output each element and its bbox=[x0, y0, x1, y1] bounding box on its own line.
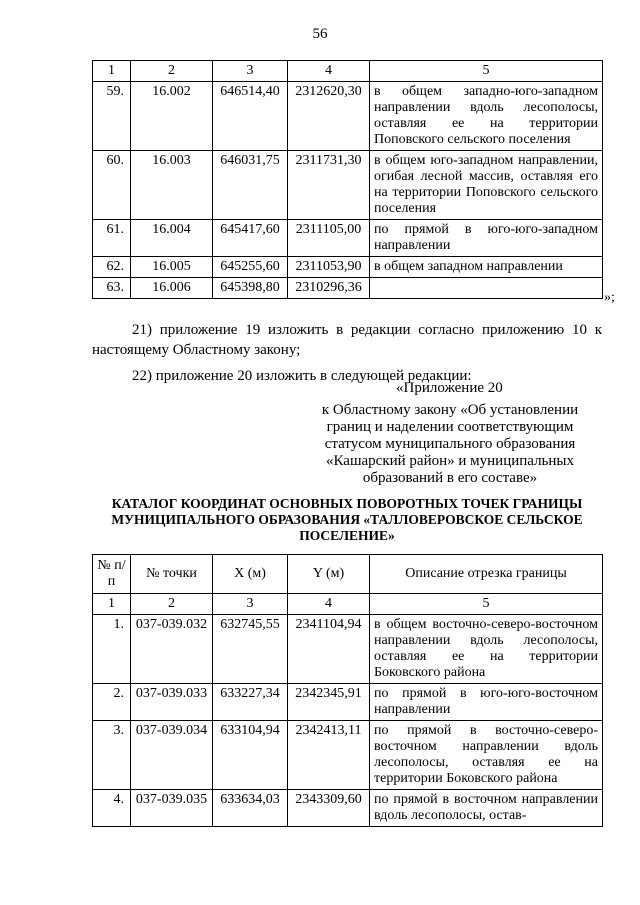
x-coordinate: 645417,60 bbox=[213, 220, 288, 257]
row-number: 62. bbox=[93, 257, 131, 278]
point-number: 16.002 bbox=[131, 82, 213, 151]
segment-description: в общем юго-западном направлении, огибая лесной массив, оставляя его на территории Поповского сельского поселения bbox=[370, 151, 603, 220]
column-header: Y (м) bbox=[288, 555, 370, 594]
y-coordinate: 2343309,60 bbox=[288, 790, 370, 827]
catalog-title: КАТАЛОГ КООРДИНАТ ОСНОВНЫХ ПОВОРОТНЫХ ТОЧЕК ГРАНИЦЫ МУНИЦИПАЛЬНОГО ОБРАЗОВАНИЯ «ТАЛЛОВЕРОВСКОЕ СЕЛЬСКОЕ ПОСЕЛЕНИЕ» bbox=[111, 496, 583, 543]
column-header: X (м) bbox=[213, 555, 288, 594]
y-coordinate: 2311731,30 bbox=[288, 151, 370, 220]
segment-description: в общем восточно-северо-восточном направлении вдоль лесополосы, оставляя ее на территории Боковского района bbox=[370, 615, 603, 684]
y-coordinate: 2341104,94 bbox=[288, 615, 370, 684]
column-number-row bbox=[93, 594, 603, 615]
x-coordinate: 633227,34 bbox=[213, 684, 288, 721]
column-number: 5 bbox=[370, 594, 603, 615]
point-number: 037-039.033 bbox=[131, 684, 213, 721]
column-header: № п/п bbox=[93, 555, 131, 594]
table-row bbox=[93, 220, 603, 257]
y-coordinate: 2342345,91 bbox=[288, 684, 370, 721]
row-number: 1. bbox=[93, 615, 131, 684]
column-header: № точки bbox=[131, 555, 213, 594]
appendix-description: к Областному закону «Об установлении границ и наделении соответствующим статусом муниципального образования «Кашарский район» и муниципальных образований в его составе» bbox=[321, 402, 579, 486]
table-row bbox=[93, 257, 603, 278]
table-row bbox=[93, 151, 603, 220]
row-number: 60. bbox=[93, 151, 131, 220]
coordinates-table bbox=[92, 554, 603, 827]
column-number: 3 bbox=[213, 61, 288, 82]
column-number: 3 bbox=[213, 594, 288, 615]
row-number: 2. bbox=[93, 684, 131, 721]
x-coordinate: 632745,55 bbox=[213, 615, 288, 684]
paragraph-22: 22) приложение 20 изложить в следующей редакции: bbox=[132, 368, 472, 384]
table-header-row bbox=[93, 555, 603, 594]
segment-description: в общем западно-юго-западном направлении вдоль лесополосы, оставляя ее на территории Поповского сельского поселения bbox=[370, 82, 603, 151]
column-number-row bbox=[93, 61, 603, 82]
row-number: 61. bbox=[93, 220, 131, 257]
table-row bbox=[93, 278, 603, 299]
point-number: 16.003 bbox=[131, 151, 213, 220]
table-row bbox=[93, 684, 603, 721]
column-number: 1 bbox=[93, 594, 131, 615]
column-number: 4 bbox=[288, 594, 370, 615]
table-row bbox=[93, 721, 603, 790]
y-coordinate: 2342413,11 bbox=[288, 721, 370, 790]
x-coordinate: 646031,75 bbox=[213, 151, 288, 220]
table-row bbox=[93, 615, 603, 684]
point-number: 16.005 bbox=[131, 257, 213, 278]
x-coordinate: 633104,94 bbox=[213, 721, 288, 790]
closing-quote-mark: »; bbox=[604, 290, 615, 305]
point-number: 16.006 bbox=[131, 278, 213, 299]
paragraph-21: 21) приложение 19 изложить в редакции согласно приложению 10 к настоящему Областному закону; bbox=[92, 322, 602, 358]
row-number: 63. bbox=[93, 278, 131, 299]
row-number: 4. bbox=[93, 790, 131, 827]
segment-description: по прямой в юго-юго-восточном направлении bbox=[370, 684, 603, 721]
appendix-title: «Приложение 20 bbox=[396, 380, 503, 396]
x-coordinate: 646514,40 bbox=[213, 82, 288, 151]
point-number: 037-039.032 bbox=[131, 615, 213, 684]
column-header: Описание отрезка границы bbox=[370, 555, 603, 594]
column-number: 1 bbox=[93, 61, 131, 82]
y-coordinate: 2310296,36 bbox=[288, 278, 370, 299]
segment-description: по прямой в восточном направлении вдоль лесополосы, остав- bbox=[370, 790, 603, 827]
segment-description: по прямой в юго-юго-западном направлении bbox=[370, 220, 603, 257]
segment-description: в общем западном направлении bbox=[370, 257, 603, 278]
x-coordinate: 645398,80 bbox=[213, 278, 288, 299]
segment-description: по прямой в восточно-северо-восточном направлении вдоль лесополосы, оставляя ее на территории Боковского района bbox=[370, 721, 603, 790]
column-number: 2 bbox=[131, 61, 213, 82]
column-number: 4 bbox=[288, 61, 370, 82]
y-coordinate: 2311105,00 bbox=[288, 220, 370, 257]
point-number: 037-039.035 bbox=[131, 790, 213, 827]
y-coordinate: 2312620,30 bbox=[288, 82, 370, 151]
table-row bbox=[93, 82, 603, 151]
page-number: 56 bbox=[312, 26, 328, 42]
coordinates-table-continued bbox=[92, 60, 603, 299]
point-number: 037-039.034 bbox=[131, 721, 213, 790]
segment-description bbox=[370, 278, 603, 299]
row-number: 3. bbox=[93, 721, 131, 790]
row-number: 59. bbox=[93, 82, 131, 151]
y-coordinate: 2311053,90 bbox=[288, 257, 370, 278]
x-coordinate: 645255,60 bbox=[213, 257, 288, 278]
column-number: 5 bbox=[370, 61, 603, 82]
point-number: 16.004 bbox=[131, 220, 213, 257]
x-coordinate: 633634,03 bbox=[213, 790, 288, 827]
column-number: 2 bbox=[131, 594, 213, 615]
table-row bbox=[93, 790, 603, 827]
